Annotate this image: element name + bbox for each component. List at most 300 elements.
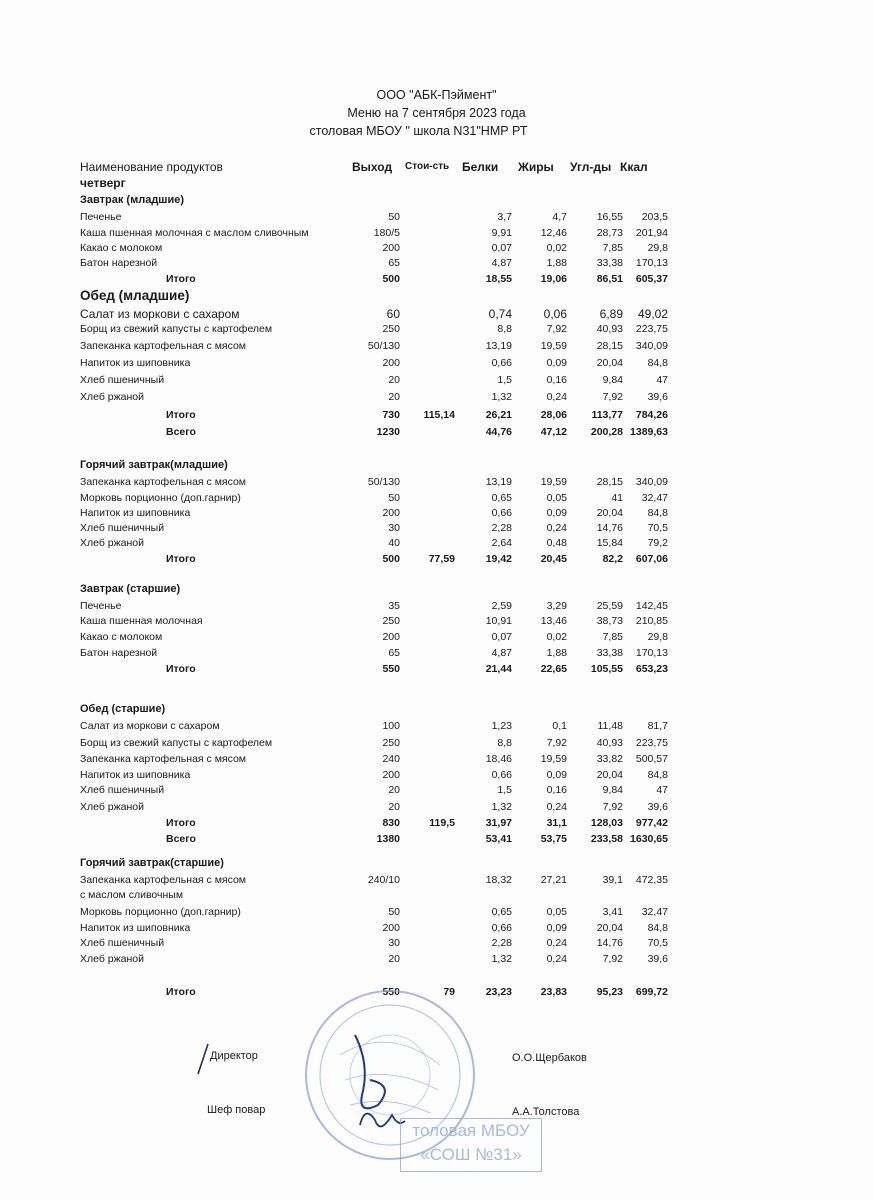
- row-output: 20: [388, 374, 400, 386]
- row-output: 500: [382, 553, 400, 565]
- col-cost: Стои-сть: [405, 161, 450, 172]
- row-kcal: 32,47: [641, 492, 668, 504]
- row-protein: 2,64: [491, 537, 512, 549]
- row-kcal: 340,09: [635, 340, 668, 352]
- table-row: [0, 720, 873, 736]
- row-carbs: 20,04: [596, 769, 623, 781]
- row-output: 830: [382, 817, 400, 829]
- row-name: Хлеб ржаной: [80, 953, 144, 965]
- row-protein: 3,7: [497, 211, 512, 223]
- row-name: Батон нарезной: [80, 647, 158, 659]
- section-header: [0, 288, 873, 304]
- row-name: Какао с молоком: [80, 631, 163, 643]
- table-row: [0, 769, 873, 785]
- total-row: [0, 833, 873, 849]
- row-protein: 18,32: [485, 874, 512, 886]
- row-kcal: 70,5: [647, 937, 668, 949]
- chef-name: А.А.Толстова: [512, 1106, 580, 1118]
- row-output: 550: [382, 986, 400, 998]
- section-header: [0, 583, 873, 599]
- row-kcal: 29,8: [647, 631, 668, 643]
- row-fat: 19,59: [540, 340, 567, 352]
- row-protein: 18,55: [485, 273, 512, 285]
- row-fat: 0,05: [546, 906, 567, 918]
- row-protein: 13,19: [485, 476, 512, 488]
- row-name: Батон нарезной: [80, 257, 158, 269]
- row-carbs: 20,04: [596, 507, 623, 519]
- row-output: 65: [388, 257, 400, 269]
- row-protein: 0,66: [491, 507, 512, 519]
- table-row: [0, 737, 873, 753]
- row-kcal: 699,72: [635, 986, 668, 998]
- row-fat: 1,88: [546, 647, 567, 659]
- row-kcal: 201,94: [635, 227, 668, 239]
- row-fat: 19,59: [540, 753, 567, 765]
- table-row: [0, 874, 873, 890]
- row-name: Морковь порционно (доп.гарнир): [80, 906, 241, 918]
- row-output: 50: [388, 906, 400, 918]
- row-carbs: 9,84: [602, 784, 623, 796]
- row-name: Салат из моркови с сахаром: [80, 307, 240, 321]
- row-output: 50/130: [367, 340, 400, 352]
- row-fat: 0,24: [546, 801, 567, 813]
- row-output: 20: [388, 801, 400, 813]
- director-signature-mark: [190, 1040, 220, 1080]
- row-name: Каша пшенная молочная: [80, 615, 203, 627]
- row-output: 200: [382, 507, 400, 519]
- table-row: [0, 937, 873, 953]
- director-label: Директор: [210, 1050, 258, 1062]
- row-output: 250: [382, 737, 400, 749]
- col-fat: Жиры: [518, 160, 554, 174]
- row-fat: 0,1: [552, 720, 567, 732]
- row-kcal: 49,02: [637, 307, 668, 321]
- row-name: Хлеб ржаной: [80, 537, 144, 549]
- table-row: [0, 801, 873, 817]
- total-row: [0, 663, 873, 679]
- row-name: Всего: [166, 833, 196, 845]
- row-kcal: 784,26: [635, 409, 668, 421]
- row-output: 550: [382, 663, 400, 675]
- row-kcal: 607,06: [635, 553, 668, 565]
- row-name: Итого: [166, 986, 196, 998]
- chef-label: Шеф повар: [207, 1104, 266, 1116]
- row-kcal: 472,35: [635, 874, 668, 886]
- row-carbs: 14,76: [596, 522, 623, 534]
- row-name: Напиток из шиповника: [80, 769, 191, 781]
- row-cost: 79: [443, 986, 455, 998]
- row-kcal: 203,5: [641, 211, 668, 223]
- director-name: О.О.Щербаков: [512, 1052, 587, 1064]
- row-fat: 3,29: [546, 600, 567, 612]
- row-name: Запеканка картофельная с мясом: [80, 874, 247, 886]
- row-protein: 1,32: [491, 391, 512, 403]
- row-output: 20: [388, 953, 400, 965]
- row-protein: 0,07: [491, 631, 512, 643]
- row-output: 20: [388, 784, 400, 796]
- row-carbs: 86,51: [596, 273, 623, 285]
- total-row: [0, 426, 873, 442]
- row-protein: 1,32: [491, 953, 512, 965]
- row-carbs: 25,59: [596, 600, 623, 612]
- row-fat: 13,46: [540, 615, 567, 627]
- row-fat: 0,09: [546, 507, 567, 519]
- row-fat: 1,88: [546, 257, 567, 269]
- table-row: [0, 753, 873, 769]
- row-name: Печенье: [80, 211, 122, 223]
- row-fat: 19,59: [540, 476, 567, 488]
- table-row: [0, 492, 873, 508]
- row-protein: 19,42: [485, 553, 512, 565]
- row-protein: 1,5: [497, 374, 512, 386]
- row-fat: 0,09: [546, 769, 567, 781]
- col-protein: Белки: [462, 160, 499, 174]
- row-carbs: 7,92: [602, 953, 623, 965]
- row-name: Горячий завтрак(старшие): [80, 857, 224, 869]
- row-kcal: 500,57: [635, 753, 668, 765]
- row-output: 200: [382, 631, 400, 643]
- row-protein: 53,41: [485, 833, 512, 845]
- row-protein: 4,87: [491, 647, 512, 659]
- row-protein: 8,8: [497, 737, 512, 749]
- row-name: Морковь порционно (доп.гарнир): [80, 492, 241, 504]
- menu-date: Меню на 7 сентября 2023 года: [347, 106, 526, 120]
- row-output: 1230: [376, 426, 400, 438]
- row-carbs: 28,15: [596, 340, 623, 352]
- row-fat: 23,83: [540, 986, 567, 998]
- table-row: [0, 906, 873, 922]
- row-name: Итого: [166, 273, 196, 285]
- row-name: Борщ из свежий капусты с картофелем: [80, 737, 273, 749]
- row-carbs: 33,38: [596, 257, 623, 269]
- row-kcal: 47: [656, 374, 668, 386]
- row-fat: 0,06: [543, 307, 567, 321]
- row-name: Всего: [166, 426, 196, 438]
- row-carbs: 200,28: [590, 426, 623, 438]
- row-protein: 0,07: [491, 242, 512, 254]
- row-kcal: 39,6: [647, 391, 668, 403]
- day-of-week: четверг: [80, 176, 126, 190]
- row-carbs: 28,73: [596, 227, 623, 239]
- row-kcal: 223,75: [635, 323, 668, 335]
- table-row: [0, 391, 873, 407]
- row-output: 20: [388, 391, 400, 403]
- table-row: [0, 953, 873, 969]
- row-protein: 0,74: [488, 307, 512, 321]
- row-output: 240: [382, 753, 400, 765]
- row-name: Итого: [166, 409, 196, 421]
- row-carbs: 7,85: [602, 631, 623, 643]
- section-header: [0, 857, 873, 873]
- row-name: Хлеб пшеничный: [80, 937, 165, 949]
- row-kcal: 39,6: [647, 953, 668, 965]
- row-protein: 21,44: [485, 663, 512, 675]
- stamp-line-2: «СОШ №31»: [420, 1145, 522, 1164]
- row-carbs: 20,04: [596, 357, 623, 369]
- row-fat: 0,02: [546, 242, 567, 254]
- table-row: [0, 323, 873, 339]
- table-row: [0, 242, 873, 258]
- row-fat: 12,46: [540, 227, 567, 239]
- row-output: 50: [388, 492, 400, 504]
- table-row: [0, 922, 873, 938]
- table-row: [0, 600, 873, 616]
- row-protein: 0,66: [491, 357, 512, 369]
- row-fat: 20,45: [540, 553, 567, 565]
- row-name: Салат из моркови с сахаром: [80, 720, 220, 732]
- row-name: Напиток из шиповника: [80, 357, 191, 369]
- table-row: [0, 257, 873, 273]
- row-name: Обед (младшие): [80, 288, 190, 303]
- row-fat: 0,16: [546, 374, 567, 386]
- row-kcal: 653,23: [635, 663, 668, 675]
- row-output: 35: [388, 600, 400, 612]
- row-name: Печенье: [80, 600, 122, 612]
- row-cost: 115,14: [423, 409, 455, 421]
- table-row: [0, 631, 873, 647]
- row-protein: 8,8: [497, 323, 512, 335]
- row-protein: 1,5: [497, 784, 512, 796]
- row-carbs: 38,73: [596, 615, 623, 627]
- col-output: Выход: [352, 160, 393, 174]
- table-row: [0, 522, 873, 538]
- row-kcal: 70,5: [647, 522, 668, 534]
- row-carbs: 33,82: [596, 753, 623, 765]
- row-protein: 2,28: [491, 522, 512, 534]
- row-output: 30: [388, 937, 400, 949]
- total-row: [0, 817, 873, 833]
- row-kcal: 977,42: [635, 817, 668, 829]
- row-output: 50: [388, 211, 400, 223]
- row-output: 65: [388, 647, 400, 659]
- row-output: 180/5: [373, 227, 400, 239]
- row-kcal: 340,09: [635, 476, 668, 488]
- row-carbs: 95,23: [596, 986, 623, 998]
- row-output: 200: [382, 242, 400, 254]
- row-name: Обед (старшие): [80, 703, 166, 715]
- table-row: [0, 307, 873, 323]
- row-name: Напиток из шиповника: [80, 507, 191, 519]
- total-row: [0, 553, 873, 569]
- row-protein: 4,87: [491, 257, 512, 269]
- row-carbs: 7,85: [602, 242, 623, 254]
- row-output: 200: [382, 769, 400, 781]
- row-name: Какао с молоком: [80, 242, 163, 254]
- row-kcal: 142,45: [635, 600, 668, 612]
- row-output: 500: [382, 273, 400, 285]
- row-name: Каша пшенная молочная с маслом сливочным: [80, 227, 309, 239]
- row-cost: 119,5: [429, 817, 455, 829]
- row-fat: 0,48: [546, 537, 567, 549]
- row-carbs: 3,41: [602, 906, 623, 918]
- row-fat: 7,92: [546, 737, 567, 749]
- row-cost: 77,59: [428, 553, 455, 565]
- row-fat: 0,16: [546, 784, 567, 796]
- section-header: [0, 703, 873, 719]
- row-protein: 13,19: [485, 340, 512, 352]
- row-protein: 0,65: [491, 492, 512, 504]
- row-name: Запеканка картофельная с мясом: [80, 340, 247, 352]
- row-fat: 0,24: [546, 522, 567, 534]
- row-fat: 31,1: [546, 817, 567, 829]
- row-name: Итого: [166, 817, 196, 829]
- row-kcal: 84,8: [647, 357, 668, 369]
- row-name: Напиток из шиповника: [80, 922, 191, 934]
- section-header: [0, 194, 873, 210]
- row-kcal: 170,13: [635, 647, 668, 659]
- row-output: 1380: [376, 833, 400, 845]
- row-carbs: 40,93: [596, 737, 623, 749]
- row-name: с маслом сливочным: [80, 889, 184, 901]
- row-kcal: 29,8: [647, 242, 668, 254]
- table-row: [0, 889, 873, 905]
- row-kcal: 210,85: [635, 615, 668, 627]
- row-carbs: 9,84: [602, 374, 623, 386]
- row-kcal: 170,13: [635, 257, 668, 269]
- row-fat: 19,06: [540, 273, 567, 285]
- row-fat: 53,75: [540, 833, 567, 845]
- row-carbs: 20,04: [596, 922, 623, 934]
- row-carbs: 15,84: [596, 537, 623, 549]
- section-header: [0, 459, 873, 475]
- row-fat: 47,12: [540, 426, 567, 438]
- row-name: Запеканка картофельная с мясом: [80, 476, 247, 488]
- row-carbs: 7,92: [602, 391, 623, 403]
- row-name: Борщ из свежий капусты с картофелем: [80, 323, 273, 335]
- rectangular-stamp: [400, 1118, 542, 1172]
- row-output: 250: [382, 615, 400, 627]
- table-row: [0, 476, 873, 492]
- row-fat: 0,09: [546, 922, 567, 934]
- row-fat: 7,92: [546, 323, 567, 335]
- row-output: 250: [382, 323, 400, 335]
- row-name: Итого: [166, 663, 196, 675]
- row-name: Завтрак (старшие): [80, 583, 181, 595]
- row-carbs: 7,92: [602, 801, 623, 813]
- row-fat: 0,24: [546, 937, 567, 949]
- row-fat: 0,05: [546, 492, 567, 504]
- row-carbs: 105,55: [590, 663, 623, 675]
- row-protein: 1,32: [491, 801, 512, 813]
- row-fat: 0,24: [546, 953, 567, 965]
- row-protein: 23,23: [485, 986, 512, 998]
- row-protein: 18,46: [485, 753, 512, 765]
- row-kcal: 605,37: [635, 273, 668, 285]
- table-row: [0, 615, 873, 631]
- row-protein: 0,66: [491, 769, 512, 781]
- table-row: [0, 537, 873, 553]
- row-name: Хлеб ржаной: [80, 801, 144, 813]
- table-row: [0, 784, 873, 800]
- row-fat: 22,65: [540, 663, 567, 675]
- row-output: 200: [382, 922, 400, 934]
- row-carbs: 16,55: [596, 211, 623, 223]
- col-kcal: Ккал: [620, 160, 648, 174]
- row-carbs: 128,03: [590, 817, 623, 829]
- row-kcal: 39,6: [647, 801, 668, 813]
- row-name: Завтрак (младшие): [80, 194, 185, 206]
- row-carbs: 14,76: [596, 937, 623, 949]
- row-protein: 10,91: [485, 615, 512, 627]
- row-output: 200: [382, 357, 400, 369]
- row-carbs: 113,77: [591, 409, 623, 421]
- row-kcal: 81,7: [647, 720, 668, 732]
- table-row: [0, 227, 873, 243]
- row-carbs: 41: [611, 492, 623, 504]
- row-kcal: 84,8: [647, 769, 668, 781]
- company-name: ООО "АБК-Пэймент": [376, 88, 497, 102]
- row-protein: 2,28: [491, 937, 512, 949]
- total-row: [0, 273, 873, 289]
- row-output: 60: [386, 307, 400, 321]
- row-output: 100: [382, 720, 400, 732]
- row-kcal: 1389,63: [630, 426, 668, 438]
- row-protein: 31,97: [485, 817, 512, 829]
- table-row: [0, 340, 873, 356]
- row-protein: 9,91: [491, 227, 512, 239]
- row-protein: 0,66: [491, 922, 512, 934]
- row-protein: 1,23: [491, 720, 512, 732]
- table-row: [0, 357, 873, 373]
- row-fat: 0,24: [546, 391, 567, 403]
- row-kcal: 84,8: [647, 507, 668, 519]
- row-carbs: 33,38: [596, 647, 623, 659]
- row-fat: 0,09: [546, 357, 567, 369]
- row-output: 240/10: [367, 874, 400, 886]
- table-row: [0, 647, 873, 663]
- row-fat: 0,02: [546, 631, 567, 643]
- row-kcal: 79,2: [647, 537, 668, 549]
- row-protein: 26,21: [485, 409, 512, 421]
- row-name: Итого: [166, 553, 196, 565]
- table-row: [0, 211, 873, 227]
- row-name: Хлеб пшеничный: [80, 522, 165, 534]
- row-protein: 44,76: [485, 426, 512, 438]
- row-name: Запеканка картофельная с мясом: [80, 753, 247, 765]
- row-name: Хлеб пшеничный: [80, 374, 165, 386]
- row-protein: 0,65: [491, 906, 512, 918]
- row-carbs: 39,1: [602, 874, 623, 886]
- row-name: Хлеб пшеничный: [80, 784, 165, 796]
- row-protein: 2,59: [491, 600, 512, 612]
- row-kcal: 84,8: [647, 922, 668, 934]
- row-carbs: 28,15: [596, 476, 623, 488]
- row-fat: 28,06: [540, 409, 567, 421]
- row-fat: 27,21: [540, 874, 567, 886]
- row-carbs: 82,2: [602, 553, 623, 565]
- canteen-name: столовая МБОУ " школа N31"НМР РТ: [309, 124, 528, 138]
- row-name: Горячий завтрак(младшие): [80, 459, 228, 471]
- stamp-line-1: толовая МБОУ: [412, 1121, 530, 1140]
- row-kcal: 1630,65: [630, 833, 668, 845]
- row-fat: 4,7: [552, 211, 567, 223]
- row-output: 730: [382, 409, 400, 421]
- row-output: 40: [388, 537, 400, 549]
- row-kcal: 47: [656, 784, 668, 796]
- row-carbs: 40,93: [596, 323, 623, 335]
- row-name: Хлеб ржаной: [80, 391, 144, 403]
- row-output: 50/130: [367, 476, 400, 488]
- total-row: [0, 409, 873, 425]
- row-carbs: 233,58: [590, 833, 623, 845]
- table-row: [0, 507, 873, 523]
- row-kcal: 223,75: [635, 737, 668, 749]
- col-carbs: Угл-ды: [570, 160, 612, 174]
- table-row: [0, 374, 873, 390]
- row-carbs: 11,48: [597, 720, 623, 732]
- row-kcal: 32,47: [641, 906, 668, 918]
- row-output: 30: [388, 522, 400, 534]
